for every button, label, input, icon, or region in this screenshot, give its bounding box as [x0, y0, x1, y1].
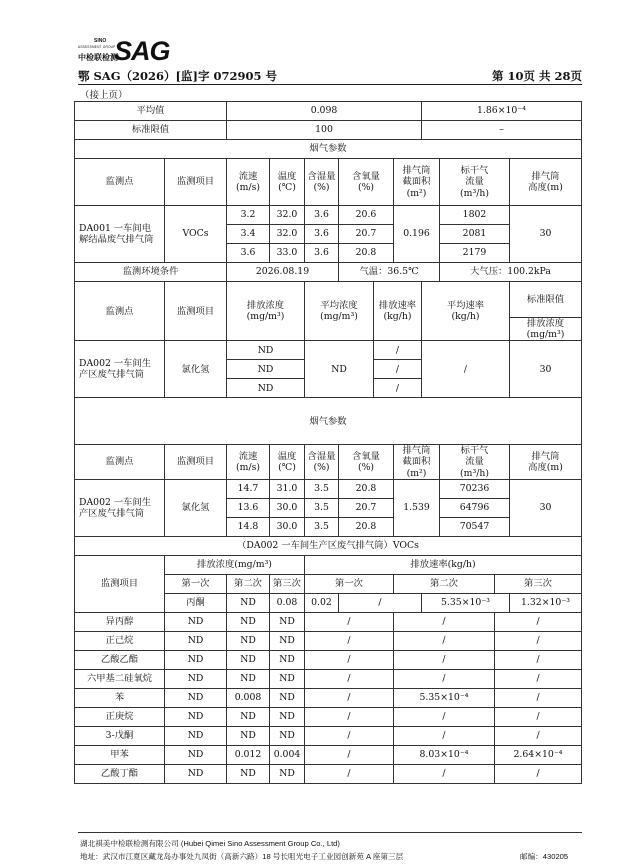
table-row [75, 159, 582, 206]
table-cell: 2081 [440, 225, 510, 244]
footer-address: 地址：武汉市江夏区藏龙岛办事处九凤街（高新六路）18 号长咀光电子工业园创新苑 A 座第三层 [80, 852, 404, 861]
table-cell: / [495, 764, 582, 783]
table-cell: / [394, 764, 495, 783]
table-row [75, 445, 582, 479]
table-cell: 32.0 [270, 225, 305, 244]
table-cell: ND [227, 379, 305, 398]
table-cell: 异丙醇 [75, 612, 165, 631]
table-row [75, 745, 582, 764]
table-cell: ND [227, 341, 305, 360]
table-cell: 2179 [440, 244, 510, 263]
table-cell: ND [227, 669, 270, 688]
table-cell: 2.64×10⁻⁴ [495, 745, 582, 764]
table-cell: 正己烷 [75, 631, 165, 650]
table-cell: 0.02 [305, 593, 339, 612]
table-cell: 2026.08.19 [227, 263, 339, 282]
table-cell: 32.0 [270, 206, 305, 225]
table-cell: 烟气参数 [75, 140, 582, 159]
table-cell: 大气压：100.2kPa [440, 263, 582, 282]
table-cell: 100 [227, 121, 422, 140]
table-cell: 排放速率(kg/h) [305, 555, 582, 574]
table-cell: ND [227, 764, 270, 783]
table-cell: 苯 [75, 688, 165, 707]
footer-postcode: 邮编：430205 [520, 852, 569, 861]
table-cell: / [305, 745, 394, 764]
table-cell: / [394, 612, 495, 631]
table-cell: 0.098 [227, 102, 422, 121]
table-cell: DA002 一车间生产区废气排气筒 [75, 479, 165, 536]
table-cell: 20.8 [339, 479, 394, 498]
table-cell: 3.6 [227, 244, 270, 263]
table-cell: / [305, 764, 394, 783]
table-cell: 标干气 流量 (m³/h) [440, 159, 510, 206]
table-cell: 含氧量 (%) [339, 445, 394, 479]
table-cell: ND [270, 688, 305, 707]
table-cell: ND [165, 688, 227, 707]
footer-rule [78, 832, 582, 833]
table-cell: 64796 [440, 498, 510, 517]
table-cell: 排放浓度 (mg/m³) [227, 282, 305, 341]
table-cell: 3.5 [305, 479, 339, 498]
logo-sino-text: SINO [94, 38, 107, 44]
table-cell: 1.86×10⁻⁴ [422, 102, 582, 121]
table-row [75, 707, 582, 726]
table-cell: / [394, 669, 495, 688]
table-cell: 14.7 [227, 479, 270, 498]
table-cell: 乙酸乙酯 [75, 650, 165, 669]
table-cell: 0.008 [227, 688, 270, 707]
table-cell: 3.6 [305, 206, 339, 225]
table-cell: 温度 (℃) [270, 445, 305, 479]
table-cell: 3.4 [227, 225, 270, 244]
table-cell: DA001 一车间电解结晶废气排气筒 [75, 206, 165, 263]
footer-company: 湖北祺美中检联检测有限公司 (Hubei Qimei Sino Assessment Group Co., Ltd) [80, 839, 340, 848]
table-cell: 排气筒 截面积 (m²) [394, 445, 440, 479]
table-cell: 0.012 [227, 745, 270, 764]
table-cell: ND [165, 726, 227, 745]
table-cell: 含湿量 (%) [305, 159, 339, 206]
table-cell: / [394, 631, 495, 650]
table-cell: ND [165, 650, 227, 669]
table-cell: 33.0 [270, 244, 305, 263]
table-cell: / [495, 707, 582, 726]
logo-cn-text: 中检联检测 [78, 53, 118, 62]
table-cell: / [422, 341, 510, 398]
data-table [74, 101, 582, 784]
table-cell: 监测环境条件 [75, 263, 227, 282]
table-cell: 第一次 [165, 574, 227, 593]
table-cell: DA002 一车间生产区废气排气筒 [75, 341, 165, 398]
table-cell: / [305, 631, 394, 650]
table-row [75, 102, 582, 121]
table-row [75, 631, 582, 650]
page-number: 第 10页 共 28页 [491, 69, 582, 83]
table-cell: 平均浓度 (mg/m³) [305, 282, 374, 341]
table-cell: 20.7 [339, 498, 394, 517]
table-cell: / [394, 726, 495, 745]
table-cell: 平均值 [75, 102, 227, 121]
table-cell: 监测项目 [165, 159, 227, 206]
table-cell: 1.539 [394, 479, 440, 536]
table-cell: 排气筒 截面积 (m²) [394, 159, 440, 206]
table-cell: 1.32×10⁻³ [510, 593, 582, 612]
table-row [75, 536, 582, 555]
table-cell: 30.0 [270, 498, 305, 517]
table-cell: 气温：36.5℃ [339, 263, 440, 282]
table-cell: 30 [510, 479, 582, 536]
table-cell: 70236 [440, 479, 510, 498]
table-cell: 正庚烷 [75, 707, 165, 726]
table-cell: 排放速率 (kg/h) [374, 282, 422, 341]
table-cell: 第三次 [495, 574, 582, 593]
table-cell: 六甲基二硅氧烷 [75, 669, 165, 688]
table-row [75, 688, 582, 707]
table-cell: ND [270, 631, 305, 650]
table-cell: ND [227, 631, 270, 650]
footer-address-line [80, 851, 569, 862]
table-cell: ND [227, 593, 270, 612]
table-cell: （DA002 一车间生产区废气排气筒）VOCs [75, 536, 582, 555]
table-cell: 30 [510, 341, 582, 398]
table-cell: 排气筒 高度(m) [510, 445, 582, 479]
logo-group-text: ASSESSMENT GROUP [78, 45, 116, 49]
table-cell: / [305, 669, 394, 688]
table-cell: 监测项目 [75, 555, 165, 612]
table-cell: ND [270, 707, 305, 726]
table-cell: 监测项目 [165, 445, 227, 479]
table-cell: ND [227, 707, 270, 726]
table-cell: 5.35×10⁻³ [422, 593, 510, 612]
table-cell: 含湿量 (%) [305, 445, 339, 479]
table-cell: 1802 [440, 206, 510, 225]
table-cell: ND [165, 612, 227, 631]
table-cell: 温度 (℃) [270, 159, 305, 206]
table-cell: ND [227, 360, 305, 379]
table-cell: 丙酮 [165, 593, 227, 612]
table-cell: ND [270, 726, 305, 745]
table-cell: 3.2 [227, 206, 270, 225]
table-cell: 甲苯 [75, 745, 165, 764]
table-cell: 排放浓度 (mg/m³) [510, 318, 582, 341]
table-cell: / [495, 650, 582, 669]
table-cell: 监测点 [75, 282, 165, 341]
table-cell: / [305, 612, 394, 631]
table-cell: 监测项目 [165, 282, 227, 341]
table-cell: 第一次 [305, 574, 394, 593]
table-cell: 乙酸丁酯 [75, 764, 165, 783]
table-row [75, 398, 582, 445]
table-cell: 氯化氢 [165, 479, 227, 536]
table-cell: 标准限值 [75, 121, 227, 140]
table-row [75, 669, 582, 688]
table-cell: / [495, 612, 582, 631]
table-cell: ND [270, 612, 305, 631]
table-cell: 31.0 [270, 479, 305, 498]
table-cell: 0.196 [394, 206, 440, 263]
table-cell: / [305, 707, 394, 726]
table-cell: 标准限值 [510, 282, 582, 318]
table-cell: / [495, 726, 582, 745]
table-cell: 第二次 [227, 574, 270, 593]
table-cell: 20.7 [339, 225, 394, 244]
table-cell: 排气筒 高度(m) [510, 159, 582, 206]
table-cell: / [305, 688, 394, 707]
table-cell: ND [227, 650, 270, 669]
logo-sag-text: SAG [114, 36, 170, 66]
table-row [75, 555, 582, 574]
table-cell: 含氧量 (%) [339, 159, 394, 206]
table-cell: 8.03×10⁻⁴ [394, 745, 495, 764]
table-cell: ND [270, 669, 305, 688]
company-logo [78, 38, 178, 72]
report-number: 鄂 SAG（2026）[监]字 072905 号 [78, 69, 277, 83]
table-cell: 20.8 [339, 517, 394, 536]
table-cell: ND [270, 764, 305, 783]
table-cell: 氯化氢 [165, 341, 227, 398]
table-cell: / [394, 707, 495, 726]
table-cell: ND [227, 612, 270, 631]
table-cell: / [394, 650, 495, 669]
table-cell: / [305, 726, 394, 745]
table-cell: ND [165, 707, 227, 726]
table-row [75, 764, 582, 783]
table-row [75, 726, 582, 745]
table-cell: 3.6 [305, 244, 339, 263]
table-cell: 流速 (m/s) [227, 445, 270, 479]
table-cell: 流速 (m/s) [227, 159, 270, 206]
table-row [75, 263, 582, 282]
table-cell: – [422, 121, 582, 140]
table-cell: 3.5 [305, 498, 339, 517]
table-cell: 3-戊酮 [75, 726, 165, 745]
table-cell: ND [270, 650, 305, 669]
table-cell: 平均速率 (kg/h) [422, 282, 510, 341]
continued-label: （接上页） [80, 90, 128, 101]
table-cell: 排放浓度(mg/m³) [165, 555, 305, 574]
table-cell: / [495, 631, 582, 650]
table-cell: 14.8 [227, 517, 270, 536]
table-cell: ND [305, 341, 374, 398]
table-cell: / [374, 360, 422, 379]
table-cell: VOCs [165, 206, 227, 263]
table-cell: / [495, 688, 582, 707]
table-cell: / [305, 650, 394, 669]
table-row [75, 341, 582, 360]
table-cell: 监测点 [75, 159, 165, 206]
table-cell: ND [165, 764, 227, 783]
table-cell: 3.6 [305, 225, 339, 244]
table-cell: 监测点 [75, 445, 165, 479]
table-cell: 0.004 [270, 745, 305, 764]
table-cell: ND [165, 631, 227, 650]
table-cell: 0.08 [270, 593, 305, 612]
table-cell: / [495, 669, 582, 688]
table-cell: 第二次 [394, 574, 495, 593]
table-cell: 30.0 [270, 517, 305, 536]
table-cell: 20.8 [339, 244, 394, 263]
table-cell: 3.5 [305, 517, 339, 536]
table-cell: ND [227, 726, 270, 745]
table-cell: 70547 [440, 517, 510, 536]
table-cell: 标干气 流量 (m³/h) [440, 445, 510, 479]
table-cell: 13.6 [227, 498, 270, 517]
table-cell: / [374, 341, 422, 360]
table-cell: 第三次 [270, 574, 305, 593]
table-row [75, 282, 582, 318]
table-cell: 20.6 [339, 206, 394, 225]
table-cell: 30 [510, 206, 582, 263]
table-cell: / [374, 379, 422, 398]
table-cell: / [339, 593, 422, 612]
table-row [75, 479, 582, 498]
table-row [75, 650, 582, 669]
table-cell: ND [165, 745, 227, 764]
table-cell: 5.35×10⁻⁴ [394, 688, 495, 707]
table-row [75, 140, 582, 159]
header-rule [78, 84, 582, 85]
table-cell: 烟气参数 [75, 398, 582, 445]
table-row [75, 121, 582, 140]
table-row [75, 206, 582, 225]
table-cell: ND [165, 669, 227, 688]
table-row [75, 612, 582, 631]
